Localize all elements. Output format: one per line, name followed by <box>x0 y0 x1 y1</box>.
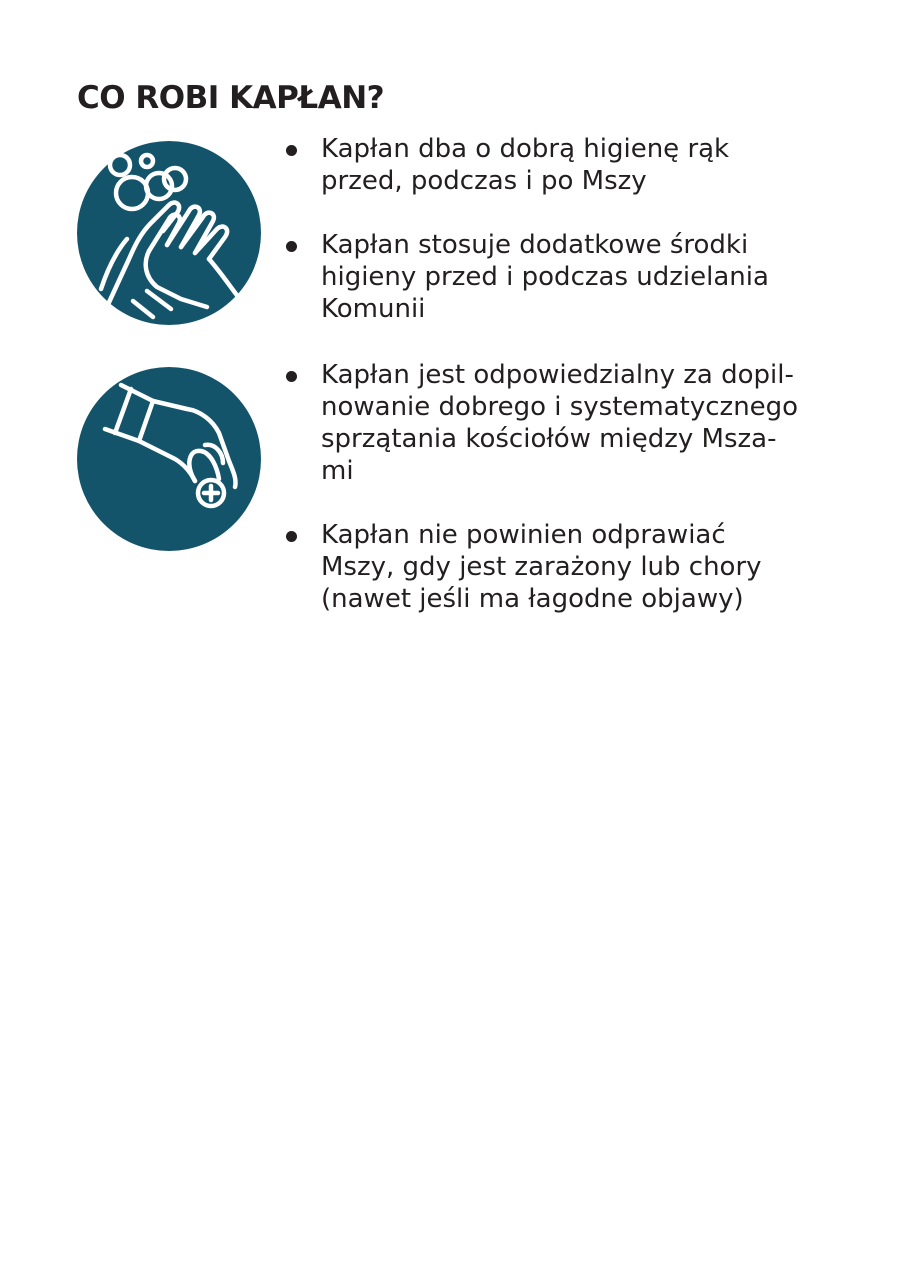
bullet-text: Kapłan jest odpowiedzialny za dopil- nowanie dobrego i systematycznego sprzątania kościołów między Msza- mi <box>321 360 799 486</box>
bullet-dot <box>286 241 297 252</box>
bullet-dot <box>286 145 297 156</box>
communion-host-hand-icon <box>77 367 261 551</box>
hand-washing-icon <box>77 141 261 325</box>
bullet-dot <box>286 371 297 382</box>
bullet-text: Kapłan stosuje dodatkowe środki higieny przed i podczas udzielania Komunii <box>321 230 769 324</box>
bullet-dot <box>286 531 297 542</box>
page-title: CO ROBI KAPŁAN? <box>77 80 385 116</box>
bullet-text: Kapłan nie powinien odprawiać Mszy, gdy jest zarażony lub chory (nawet jeśli ma łagodne objawy) <box>321 520 762 614</box>
bullet-text: Kapłan dba o dobrą higienę rąk przed, podczas i po Mszy <box>321 134 730 196</box>
